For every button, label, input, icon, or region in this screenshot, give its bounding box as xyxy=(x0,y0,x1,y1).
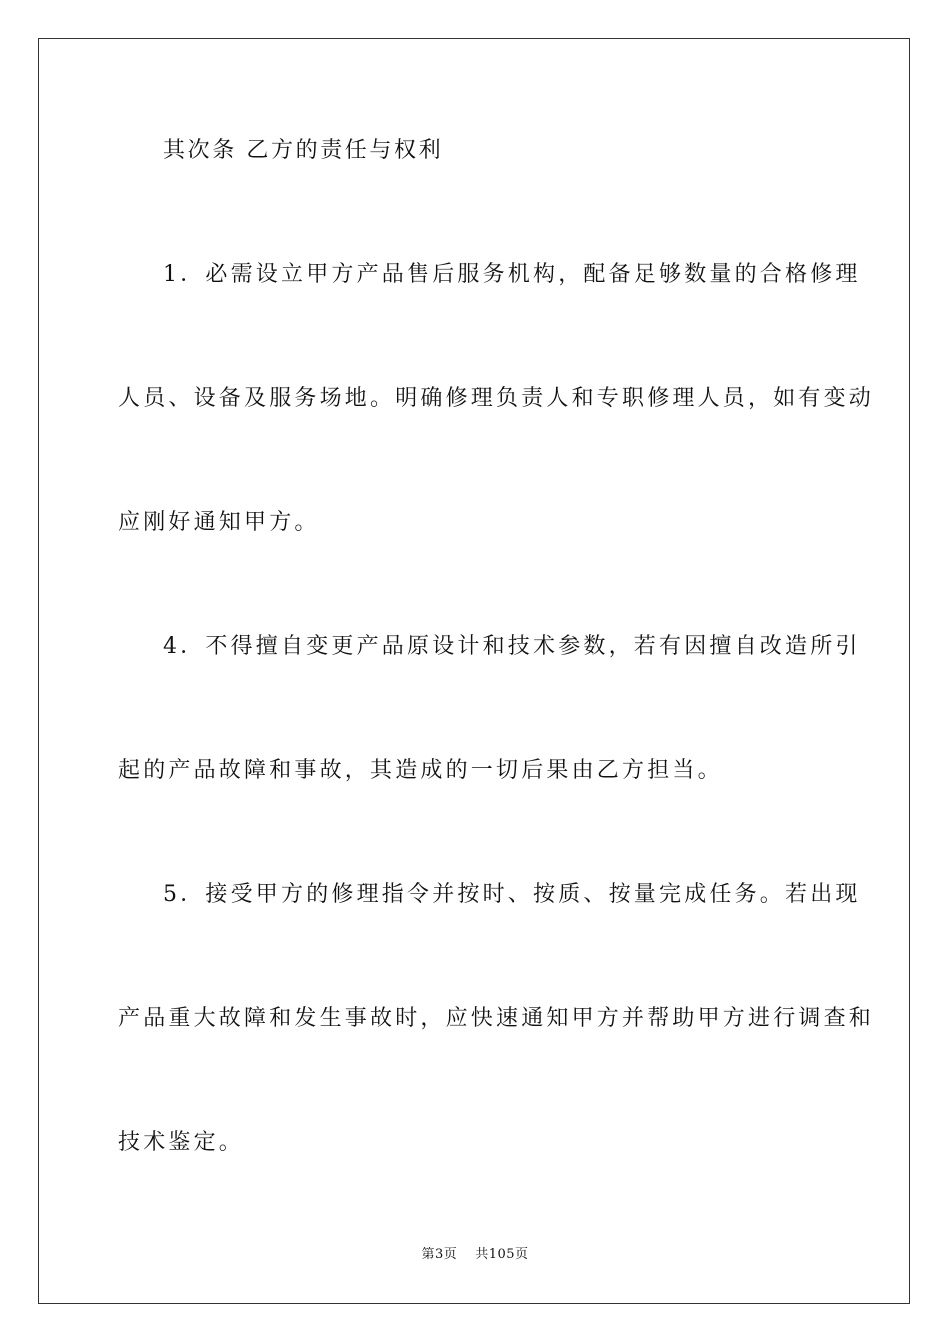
page-border xyxy=(38,38,910,1304)
paragraph-line: 4．不得擅自变更产品原设计和技术参数，若有因擅自改造所引 xyxy=(163,634,861,659)
paragraph-line: 1．必需设立甲方产品售后服务机构，配备足够数量的合格修理 xyxy=(163,262,861,287)
page-total: 共105页 xyxy=(475,1247,529,1262)
section-heading: 其次条 乙方的责任与权利 xyxy=(163,138,444,163)
paragraph-line: 5．接受甲方的修理指令并按时、按质、按量完成任务。若出现 xyxy=(163,882,861,907)
paragraph-line: 起的产品故障和事故，其造成的一切后果由乙方担当。 xyxy=(118,758,723,783)
paragraph-line: 应刚好通知甲方。 xyxy=(118,510,320,535)
paragraph-line: 人员、设备及服务场地。明确修理负责人和专职修理人员，如有变动 xyxy=(118,386,875,411)
page-footer xyxy=(0,1246,950,1264)
page-number: 第3页 xyxy=(421,1247,458,1262)
paragraph-line: 产品重大故障和发生事故时，应快速通知甲方并帮助甲方进行调查和 xyxy=(118,1006,875,1031)
paragraph-line: 技术鉴定。 xyxy=(118,1130,245,1155)
